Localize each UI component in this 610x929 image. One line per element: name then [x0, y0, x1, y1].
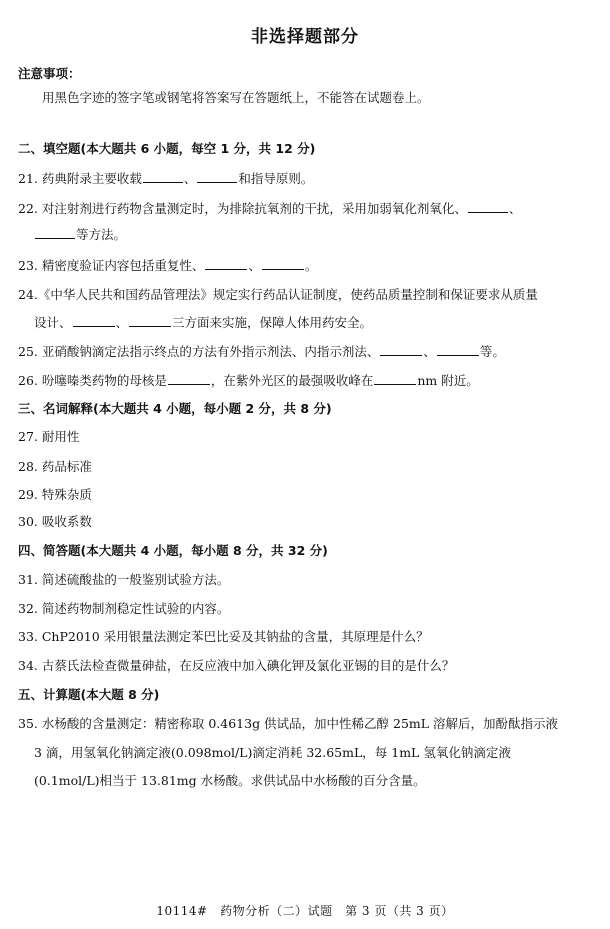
q24-text-b: 设计、	[34, 315, 72, 330]
section2-heading: 二、填空题(本大题共 6 小题，每空 1 分，共 12 分)	[18, 141, 316, 156]
section3-heading: 三、名词解释(本大题共 4 小题，每小题 2 分，共 8 分)	[18, 401, 332, 416]
answer-blank	[197, 170, 237, 183]
question-24	[18, 287, 602, 303]
q26-text-c: nm 附近。	[417, 373, 479, 388]
q23-text-c: 。	[304, 258, 318, 273]
question-23	[18, 257, 602, 274]
answer-blank	[168, 372, 210, 385]
section4-heading: 四、简答题(本大题共 4 小题，每小题 8 分，共 32 分)	[18, 543, 328, 558]
q22-text-b: 、	[508, 201, 522, 216]
page-footer: 10114# 药物分析（二）试题 第 3 页（共 3 页）	[156, 904, 454, 918]
notice-heading: 注意事项：	[18, 66, 81, 81]
question-21	[18, 170, 602, 187]
question-22	[18, 200, 602, 217]
question-22-cont	[34, 226, 610, 243]
answer-blank	[129, 314, 171, 327]
q24-text-d: 三方面来实施，保障人体用药安全。	[172, 315, 373, 330]
question-31: 31. 简述硫酸盐的一般鉴别试验方法。	[18, 572, 230, 587]
q26-text-b: ，在紫外光区的最强吸收峰在	[210, 373, 374, 388]
answer-blank	[205, 257, 247, 270]
section5-heading: 五、计算题(本大题 8 分)	[18, 687, 160, 702]
question-34: 34. 古蔡氏法检查微量砷盐，在反应液中加入碘化钾及氯化亚锡的目的是什么？	[18, 658, 455, 673]
question-32: 32. 简述药物制剂稳定性试验的内容。	[18, 601, 230, 616]
term-27: 27. 耐用性	[18, 429, 80, 444]
answer-blank	[468, 200, 508, 213]
q26-text-a: 26. 吩噻嗪类药物的母核是	[18, 373, 167, 388]
term-30: 30. 吸收系数	[18, 514, 92, 529]
term-29: 29. 特殊杂质	[18, 487, 92, 502]
q21-text-b: 、	[183, 171, 197, 186]
q24-text-a: 24.《中华人民共和国药品管理法》规定实行药品认证制度，使药品质量控制和保证要求从质量	[18, 287, 538, 302]
answer-blank	[374, 372, 416, 385]
q23-text-a: 23. 精密度验证内容包括重复性、	[18, 258, 205, 273]
question-33: 33. ChP2010 采用银量法测定苯巴比妥及其钠盐的含量，其原理是什么？	[18, 629, 429, 644]
answer-blank	[73, 314, 115, 327]
q25-text-b: 、	[423, 344, 436, 359]
q22-text-c: 等方法。	[76, 227, 127, 242]
question-35-line-3: (0.1mol/L)相当于 13.81mg 水杨酸。求供试品中水杨酸的百分含量。	[34, 773, 426, 788]
question-35-line-2: 3 滴，用氢氧化钠滴定液(0.098mol/L)滴定消耗 32.65mL，每 1mL 氢氧化钠滴定液	[34, 745, 511, 760]
q23-text-b: 、	[248, 258, 261, 273]
q21-text-c: 和指导原则。	[238, 171, 314, 186]
question-26	[18, 372, 602, 389]
answer-blank	[35, 226, 75, 239]
q25-text-c: 等。	[479, 344, 505, 359]
question-24-cont	[34, 314, 610, 331]
page-title: 非选择题部分	[251, 27, 359, 47]
q25-text-a: 25. 亚硝酸钠滴定法指示终点的方法有外指示剂法、内指示剂法、	[18, 344, 380, 359]
answer-blank	[437, 343, 479, 356]
q22-text-a: 22. 对注射剂进行药物含量测定时，为排除抗氧剂的干扰，采用加弱氧化剂氧化、	[18, 201, 467, 216]
answer-blank	[262, 257, 304, 270]
question-25	[18, 343, 602, 360]
answer-blank	[143, 170, 183, 183]
question-35-line-1: 35. 水杨酸的含量测定：精密称取 0.4613g 供试品，加中性稀乙醇 25mL 溶解后，加酚酞指示液	[18, 716, 559, 731]
q21-text-a: 21. 药典附录主要收载	[18, 171, 142, 186]
notice-text: 用黑色字迹的签字笔或钢笔将答案写在答题纸上，不能答在试题卷上。	[42, 90, 430, 105]
q24-text-c: 、	[115, 315, 129, 330]
term-28: 28. 药品标准	[18, 459, 92, 474]
answer-blank	[380, 343, 422, 356]
